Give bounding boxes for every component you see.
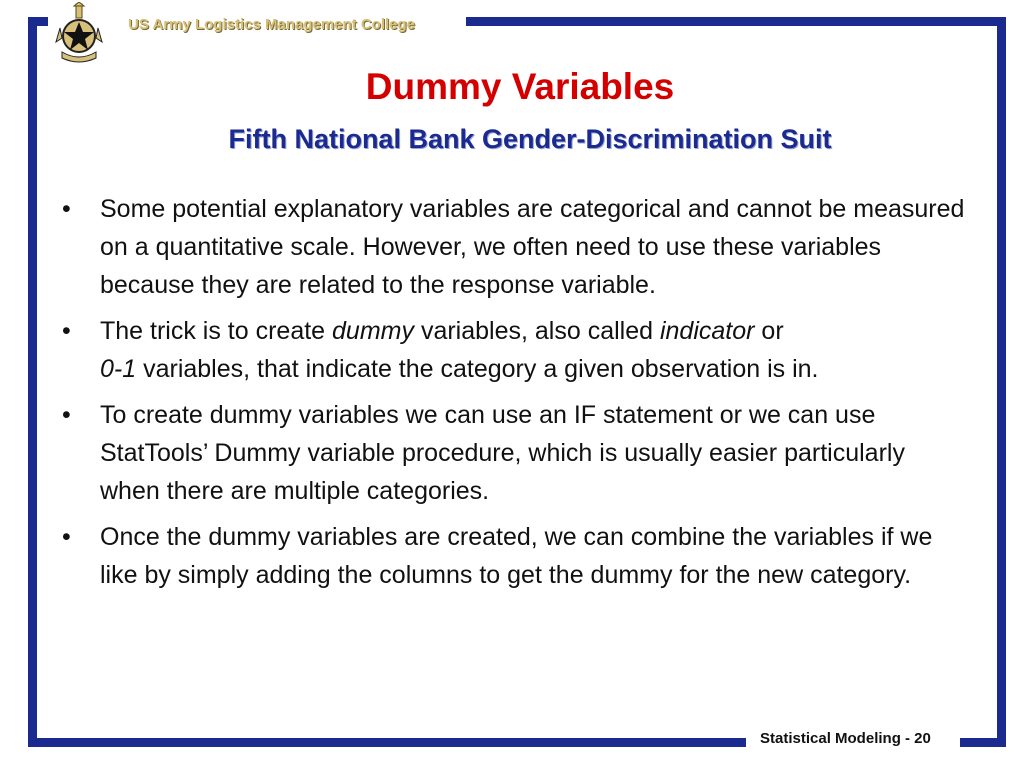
bullet-text: variables, also called <box>414 317 660 345</box>
bullet-text: variables, that indicate the category a given observation is in. <box>136 355 819 383</box>
bullet-item <box>60 190 970 304</box>
frame-bottom-right-bar <box>960 738 1006 747</box>
bullet-text: Once the dummy variables are created, we can combine the variables if we like by simply adding the columns to get the dummy for the new category. <box>100 523 933 589</box>
frame-bottom-left-bar <box>28 738 746 747</box>
footer-label: Statistical Modeling - 20 <box>760 730 931 747</box>
bullet-emphasis: dummy <box>332 317 414 345</box>
slide-title: Dummy Variables <box>365 66 675 107</box>
bullet-list <box>60 190 970 602</box>
bullet-marker: • <box>62 401 71 429</box>
bullet-emphasis: indicator <box>659 317 755 345</box>
bullet-marker: • <box>62 195 71 223</box>
slide-subtitle: Fifth National Bank Gender-Discrimination Suit <box>228 124 832 154</box>
bullet-item <box>60 518 970 594</box>
bullet-marker: • <box>62 317 71 345</box>
bullet-text: Some potential explanatory variables are categorical and cannot be measured on a quantitative scale. However, we often need to use these variables because they are related to the response variable. <box>100 195 965 299</box>
bullet-item <box>60 312 970 388</box>
bullet-item <box>60 396 970 510</box>
bullet-emphasis: 0-1 <box>100 355 137 383</box>
bullet-text: or <box>754 317 784 345</box>
frame-top-right-bar <box>466 17 1006 26</box>
bullet-marker: • <box>62 523 71 551</box>
college-name: US Army Logistics Management College <box>128 16 416 33</box>
bullet-text: To create dummy variables we can use an IF statement or we can use StatTools’ Dummy variable procedure, which is usually easier particularly when there are multiple categories. <box>100 401 905 505</box>
almc-crest-icon <box>54 2 104 66</box>
bullet-text: The trick is to create <box>100 317 333 345</box>
